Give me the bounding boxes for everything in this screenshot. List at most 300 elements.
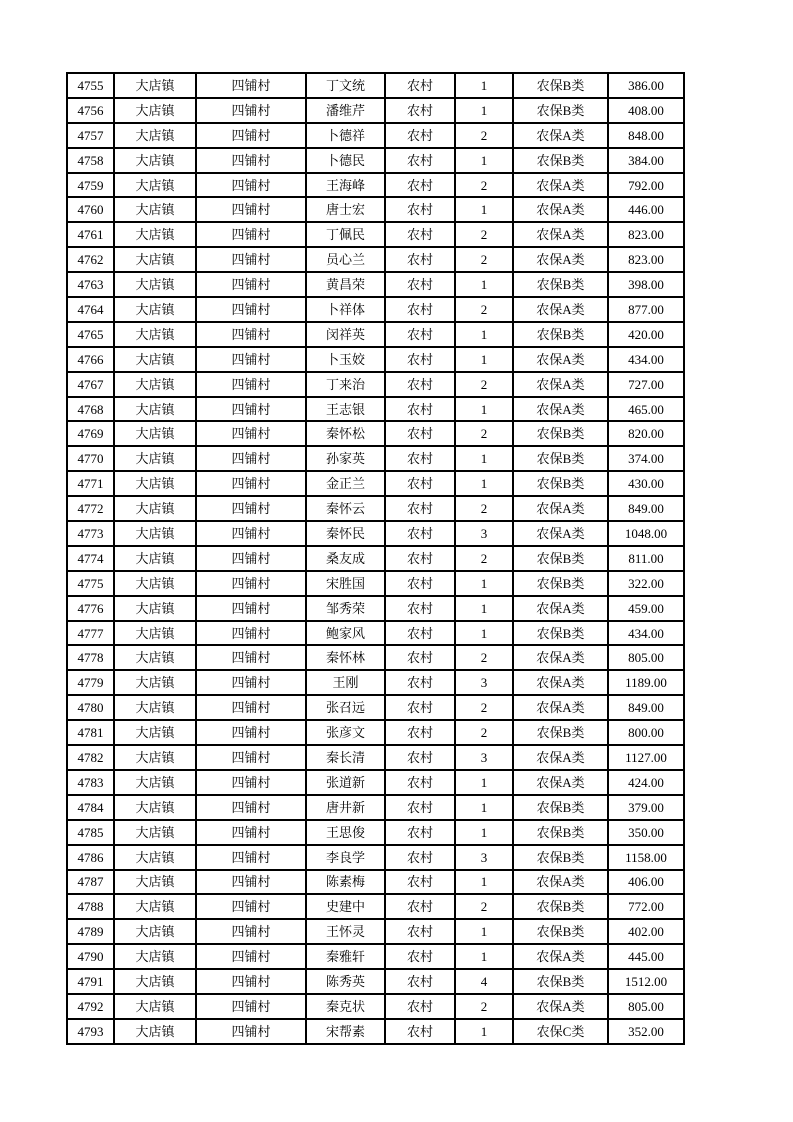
cell-insurance-category: 农保B类 (513, 322, 608, 347)
cell-amount: 792.00 (608, 173, 684, 198)
cell-amount: 465.00 (608, 397, 684, 422)
cell-serial: 4763 (67, 272, 114, 297)
cell-person-count: 4 (455, 969, 513, 994)
table-row (67, 820, 684, 845)
cell-person-count: 3 (455, 670, 513, 695)
cell-town: 大店镇 (114, 372, 196, 397)
cell-serial: 4781 (67, 720, 114, 745)
cell-village: 四铺村 (196, 347, 306, 372)
cell-residence-type: 农村 (385, 571, 455, 596)
cell-town: 大店镇 (114, 1019, 196, 1044)
cell-village: 四铺村 (196, 894, 306, 919)
table-row (67, 297, 684, 322)
cell-person-count: 1 (455, 596, 513, 621)
cell-amount: 849.00 (608, 695, 684, 720)
cell-town: 大店镇 (114, 969, 196, 994)
cell-person-count: 1 (455, 347, 513, 372)
cell-person-name: 秦长清 (306, 745, 385, 770)
cell-person-count: 3 (455, 845, 513, 870)
cell-serial: 4758 (67, 148, 114, 173)
table-row (67, 944, 684, 969)
cell-amount: 434.00 (608, 621, 684, 646)
cell-serial: 4774 (67, 546, 114, 571)
cell-town: 大店镇 (114, 994, 196, 1019)
cell-person-count: 1 (455, 272, 513, 297)
cell-village: 四铺村 (196, 670, 306, 695)
cell-amount: 379.00 (608, 795, 684, 820)
table-row (67, 73, 684, 98)
cell-village: 四铺村 (196, 521, 306, 546)
cell-insurance-category: 农保B类 (513, 820, 608, 845)
cell-residence-type: 农村 (385, 73, 455, 98)
cell-serial: 4760 (67, 197, 114, 222)
table-row (67, 247, 684, 272)
cell-residence-type: 农村 (385, 944, 455, 969)
cell-serial: 4755 (67, 73, 114, 98)
cell-village: 四铺村 (196, 173, 306, 198)
cell-insurance-category: 农保A类 (513, 397, 608, 422)
cell-person-name: 金正兰 (306, 471, 385, 496)
cell-residence-type: 农村 (385, 795, 455, 820)
cell-person-name: 闵祥英 (306, 322, 385, 347)
cell-amount: 445.00 (608, 944, 684, 969)
cell-village: 四铺村 (196, 745, 306, 770)
cell-person-count: 2 (455, 247, 513, 272)
cell-serial: 4767 (67, 372, 114, 397)
cell-village: 四铺村 (196, 546, 306, 571)
cell-insurance-category: 农保A类 (513, 222, 608, 247)
table-row (67, 969, 684, 994)
cell-amount: 386.00 (608, 73, 684, 98)
cell-insurance-category: 农保B类 (513, 571, 608, 596)
cell-town: 大店镇 (114, 720, 196, 745)
cell-serial: 4779 (67, 670, 114, 695)
cell-amount: 1158.00 (608, 845, 684, 870)
cell-serial: 4788 (67, 894, 114, 919)
cell-amount: 384.00 (608, 148, 684, 173)
cell-serial: 4756 (67, 98, 114, 123)
cell-serial: 4762 (67, 247, 114, 272)
cell-insurance-category: 农保A类 (513, 994, 608, 1019)
cell-insurance-category: 农保B类 (513, 148, 608, 173)
cell-village: 四铺村 (196, 870, 306, 895)
cell-town: 大店镇 (114, 73, 196, 98)
cell-serial: 4792 (67, 994, 114, 1019)
table-row (67, 372, 684, 397)
cell-person-count: 2 (455, 894, 513, 919)
cell-residence-type: 农村 (385, 845, 455, 870)
cell-insurance-category: 农保B类 (513, 272, 608, 297)
cell-serial: 4793 (67, 1019, 114, 1044)
cell-person-count: 1 (455, 870, 513, 895)
cell-person-count: 1 (455, 322, 513, 347)
cell-village: 四铺村 (196, 645, 306, 670)
cell-residence-type: 农村 (385, 621, 455, 646)
cell-insurance-category: 农保B类 (513, 919, 608, 944)
cell-person-count: 2 (455, 173, 513, 198)
cell-insurance-category: 农保A类 (513, 372, 608, 397)
cell-serial: 4761 (67, 222, 114, 247)
cell-village: 四铺村 (196, 397, 306, 422)
cell-village: 四铺村 (196, 720, 306, 745)
cell-person-name: 丁来治 (306, 372, 385, 397)
cell-amount: 877.00 (608, 297, 684, 322)
cell-residence-type: 农村 (385, 148, 455, 173)
cell-insurance-category: 农保B类 (513, 845, 608, 870)
cell-amount: 430.00 (608, 471, 684, 496)
table-row (67, 148, 684, 173)
cell-person-count: 2 (455, 994, 513, 1019)
cell-amount: 434.00 (608, 347, 684, 372)
cell-insurance-category: 农保A类 (513, 197, 608, 222)
table-row (67, 98, 684, 123)
cell-village: 四铺村 (196, 621, 306, 646)
cell-village: 四铺村 (196, 919, 306, 944)
cell-serial: 4775 (67, 571, 114, 596)
cell-residence-type: 农村 (385, 521, 455, 546)
table-row (67, 845, 684, 870)
cell-insurance-category: 农保B类 (513, 795, 608, 820)
table-row (67, 720, 684, 745)
cell-serial: 4790 (67, 944, 114, 969)
cell-village: 四铺村 (196, 272, 306, 297)
cell-village: 四铺村 (196, 496, 306, 521)
table-row (67, 322, 684, 347)
cell-person-name: 卜德祥 (306, 123, 385, 148)
cell-person-name: 张召远 (306, 695, 385, 720)
cell-serial: 4787 (67, 870, 114, 895)
cell-insurance-category: 农保A类 (513, 297, 608, 322)
cell-amount: 352.00 (608, 1019, 684, 1044)
cell-person-count: 2 (455, 720, 513, 745)
table-row (67, 894, 684, 919)
cell-insurance-category: 农保A类 (513, 496, 608, 521)
cell-insurance-category: 农保B类 (513, 73, 608, 98)
table-row (67, 272, 684, 297)
cell-person-count: 1 (455, 397, 513, 422)
cell-village: 四铺村 (196, 770, 306, 795)
cell-serial: 4778 (67, 645, 114, 670)
cell-village: 四铺村 (196, 148, 306, 173)
cell-amount: 727.00 (608, 372, 684, 397)
cell-person-name: 卜玉姣 (306, 347, 385, 372)
table-row (67, 496, 684, 521)
cell-person-count: 1 (455, 944, 513, 969)
cell-village: 四铺村 (196, 820, 306, 845)
cell-amount: 424.00 (608, 770, 684, 795)
cell-person-name: 陈秀英 (306, 969, 385, 994)
table-row (67, 446, 684, 471)
cell-person-name: 李良学 (306, 845, 385, 870)
cell-residence-type: 农村 (385, 173, 455, 198)
cell-amount: 800.00 (608, 720, 684, 745)
cell-amount: 1512.00 (608, 969, 684, 994)
cell-serial: 4791 (67, 969, 114, 994)
cell-town: 大店镇 (114, 670, 196, 695)
cell-serial: 4765 (67, 322, 114, 347)
cell-town: 大店镇 (114, 521, 196, 546)
cell-insurance-category: 农保B类 (513, 894, 608, 919)
cell-residence-type: 农村 (385, 446, 455, 471)
cell-amount: 374.00 (608, 446, 684, 471)
cell-amount: 772.00 (608, 894, 684, 919)
cell-village: 四铺村 (196, 123, 306, 148)
table-row (67, 347, 684, 372)
cell-residence-type: 农村 (385, 98, 455, 123)
cell-village: 四铺村 (196, 795, 306, 820)
cell-amount: 820.00 (608, 421, 684, 446)
cell-person-name: 秦雅轩 (306, 944, 385, 969)
cell-insurance-category: 农保A类 (513, 745, 608, 770)
cell-town: 大店镇 (114, 272, 196, 297)
cell-insurance-category: 农保B类 (513, 621, 608, 646)
cell-person-count: 1 (455, 919, 513, 944)
cell-person-name: 桑友成 (306, 546, 385, 571)
cell-residence-type: 农村 (385, 247, 455, 272)
cell-person-name: 秦怀林 (306, 645, 385, 670)
cell-amount: 1048.00 (608, 521, 684, 546)
table-row (67, 173, 684, 198)
cell-person-name: 宋帮素 (306, 1019, 385, 1044)
cell-serial: 4766 (67, 347, 114, 372)
table-row (67, 670, 684, 695)
cell-residence-type: 农村 (385, 695, 455, 720)
cell-town: 大店镇 (114, 98, 196, 123)
cell-residence-type: 农村 (385, 546, 455, 571)
cell-residence-type: 农村 (385, 496, 455, 521)
cell-residence-type: 农村 (385, 894, 455, 919)
cell-insurance-category: 农保A类 (513, 596, 608, 621)
cell-town: 大店镇 (114, 645, 196, 670)
cell-town: 大店镇 (114, 820, 196, 845)
cell-person-count: 1 (455, 446, 513, 471)
cell-person-name: 丁文统 (306, 73, 385, 98)
cell-residence-type: 农村 (385, 994, 455, 1019)
cell-village: 四铺村 (196, 322, 306, 347)
cell-person-name: 丁佩民 (306, 222, 385, 247)
cell-residence-type: 农村 (385, 645, 455, 670)
cell-person-count: 2 (455, 496, 513, 521)
cell-town: 大店镇 (114, 197, 196, 222)
table-row (67, 123, 684, 148)
cell-village: 四铺村 (196, 98, 306, 123)
cell-serial: 4768 (67, 397, 114, 422)
cell-town: 大店镇 (114, 397, 196, 422)
cell-town: 大店镇 (114, 944, 196, 969)
cell-residence-type: 农村 (385, 123, 455, 148)
cell-person-count: 2 (455, 695, 513, 720)
cell-amount: 849.00 (608, 496, 684, 521)
cell-insurance-category: 农保A类 (513, 944, 608, 969)
cell-person-name: 秦怀松 (306, 421, 385, 446)
cell-amount: 1189.00 (608, 670, 684, 695)
cell-person-name: 张彦文 (306, 720, 385, 745)
table-row (67, 222, 684, 247)
cell-residence-type: 农村 (385, 471, 455, 496)
cell-amount: 823.00 (608, 247, 684, 272)
cell-person-name: 潘维芹 (306, 98, 385, 123)
cell-residence-type: 农村 (385, 297, 455, 322)
cell-residence-type: 农村 (385, 272, 455, 297)
cell-town: 大店镇 (114, 770, 196, 795)
cell-residence-type: 农村 (385, 421, 455, 446)
table-body (67, 73, 684, 1044)
table-row (67, 471, 684, 496)
cell-residence-type: 农村 (385, 870, 455, 895)
cell-residence-type: 农村 (385, 969, 455, 994)
cell-residence-type: 农村 (385, 372, 455, 397)
cell-serial: 4780 (67, 695, 114, 720)
table-row (67, 645, 684, 670)
cell-serial: 4777 (67, 621, 114, 646)
cell-serial: 4789 (67, 919, 114, 944)
cell-serial: 4785 (67, 820, 114, 845)
table-row (67, 870, 684, 895)
cell-serial: 4764 (67, 297, 114, 322)
cell-person-count: 1 (455, 471, 513, 496)
cell-insurance-category: 农保B类 (513, 471, 608, 496)
table-row (67, 571, 684, 596)
cell-village: 四铺村 (196, 222, 306, 247)
cell-town: 大店镇 (114, 621, 196, 646)
cell-town: 大店镇 (114, 795, 196, 820)
cell-residence-type: 农村 (385, 596, 455, 621)
cell-amount: 805.00 (608, 994, 684, 1019)
cell-person-name: 王刚 (306, 670, 385, 695)
cell-residence-type: 农村 (385, 820, 455, 845)
cell-amount: 848.00 (608, 123, 684, 148)
cell-town: 大店镇 (114, 123, 196, 148)
cell-town: 大店镇 (114, 571, 196, 596)
cell-person-count: 1 (455, 820, 513, 845)
cell-amount: 406.00 (608, 870, 684, 895)
cell-serial: 4784 (67, 795, 114, 820)
cell-insurance-category: 农保A类 (513, 670, 608, 695)
table-row (67, 521, 684, 546)
cell-village: 四铺村 (196, 596, 306, 621)
cell-insurance-category: 农保A类 (513, 173, 608, 198)
cell-village: 四铺村 (196, 845, 306, 870)
cell-village: 四铺村 (196, 247, 306, 272)
cell-person-name: 员心兰 (306, 247, 385, 272)
cell-amount: 446.00 (608, 197, 684, 222)
cell-residence-type: 农村 (385, 770, 455, 795)
cell-person-name: 王志银 (306, 397, 385, 422)
cell-insurance-category: 农保B类 (513, 546, 608, 571)
cell-insurance-category: 农保A类 (513, 347, 608, 372)
cell-village: 四铺村 (196, 969, 306, 994)
cell-village: 四铺村 (196, 695, 306, 720)
cell-person-name: 陈素梅 (306, 870, 385, 895)
cell-insurance-category: 农保A类 (513, 645, 608, 670)
cell-town: 大店镇 (114, 148, 196, 173)
cell-town: 大店镇 (114, 596, 196, 621)
cell-village: 四铺村 (196, 372, 306, 397)
cell-person-name: 秦怀民 (306, 521, 385, 546)
cell-serial: 4782 (67, 745, 114, 770)
cell-town: 大店镇 (114, 322, 196, 347)
cell-person-count: 2 (455, 123, 513, 148)
cell-person-count: 2 (455, 297, 513, 322)
cell-insurance-category: 农保C类 (513, 1019, 608, 1044)
cell-amount: 322.00 (608, 571, 684, 596)
cell-town: 大店镇 (114, 421, 196, 446)
cell-person-name: 卜德民 (306, 148, 385, 173)
cell-amount: 459.00 (608, 596, 684, 621)
cell-person-count: 2 (455, 645, 513, 670)
cell-village: 四铺村 (196, 944, 306, 969)
cell-serial: 4769 (67, 421, 114, 446)
cell-person-name: 宋胜国 (306, 571, 385, 596)
cell-serial: 4773 (67, 521, 114, 546)
cell-serial: 4771 (67, 471, 114, 496)
cell-amount: 420.00 (608, 322, 684, 347)
cell-serial: 4783 (67, 770, 114, 795)
cell-person-name: 史建中 (306, 894, 385, 919)
cell-town: 大店镇 (114, 845, 196, 870)
cell-amount: 402.00 (608, 919, 684, 944)
table-row (67, 421, 684, 446)
cell-village: 四铺村 (196, 571, 306, 596)
table-row (67, 919, 684, 944)
cell-person-name: 王海峰 (306, 173, 385, 198)
cell-village: 四铺村 (196, 446, 306, 471)
cell-amount: 350.00 (608, 820, 684, 845)
cell-residence-type: 农村 (385, 197, 455, 222)
cell-person-name: 秦克状 (306, 994, 385, 1019)
cell-town: 大店镇 (114, 919, 196, 944)
table-row (67, 197, 684, 222)
cell-person-name: 张道新 (306, 770, 385, 795)
cell-village: 四铺村 (196, 297, 306, 322)
cell-amount: 823.00 (608, 222, 684, 247)
table-row (67, 546, 684, 571)
cell-person-count: 1 (455, 795, 513, 820)
cell-town: 大店镇 (114, 471, 196, 496)
cell-insurance-category: 农保B类 (513, 969, 608, 994)
table-row (67, 596, 684, 621)
table-row (67, 994, 684, 1019)
cell-town: 大店镇 (114, 496, 196, 521)
cell-amount: 398.00 (608, 272, 684, 297)
cell-insurance-category: 农保A类 (513, 123, 608, 148)
cell-person-count: 1 (455, 571, 513, 596)
cell-insurance-category: 农保A类 (513, 247, 608, 272)
cell-town: 大店镇 (114, 894, 196, 919)
cell-residence-type: 农村 (385, 1019, 455, 1044)
cell-residence-type: 农村 (385, 745, 455, 770)
cell-town: 大店镇 (114, 870, 196, 895)
cell-insurance-category: 农保B类 (513, 98, 608, 123)
cell-town: 大店镇 (114, 446, 196, 471)
cell-person-count: 1 (455, 148, 513, 173)
table-row (67, 1019, 684, 1044)
cell-person-count: 2 (455, 222, 513, 247)
cell-amount: 811.00 (608, 546, 684, 571)
cell-person-count: 3 (455, 521, 513, 546)
cell-insurance-category: 农保B类 (513, 720, 608, 745)
cell-person-count: 1 (455, 73, 513, 98)
cell-town: 大店镇 (114, 297, 196, 322)
cell-amount: 408.00 (608, 98, 684, 123)
cell-person-count: 2 (455, 372, 513, 397)
cell-serial: 4759 (67, 173, 114, 198)
cell-town: 大店镇 (114, 347, 196, 372)
cell-residence-type: 农村 (385, 347, 455, 372)
cell-village: 四铺村 (196, 994, 306, 1019)
cell-serial: 4786 (67, 845, 114, 870)
cell-person-count: 3 (455, 745, 513, 770)
